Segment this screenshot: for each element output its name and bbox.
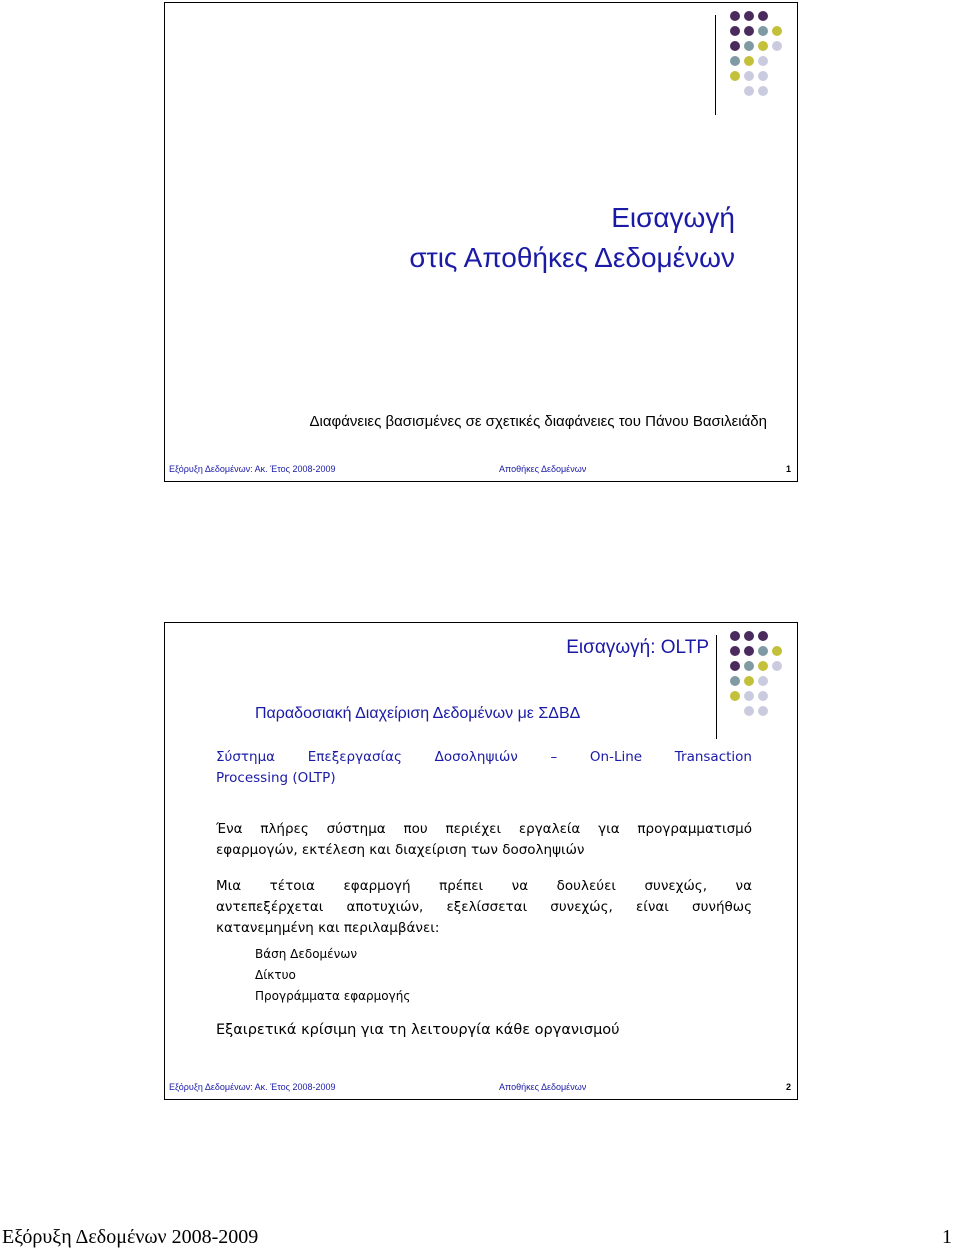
divider-line bbox=[716, 635, 717, 739]
paragraph-system bbox=[216, 819, 752, 861]
slide-subtitle: Διαφάνειες βασισμένες σε σχετικές διαφάνειες του Πάνου Βασιλειάδη bbox=[309, 413, 767, 430]
slide-title-line-1: Εισαγωγή bbox=[611, 202, 735, 233]
page-footer bbox=[0, 1226, 960, 1250]
sub-item-list bbox=[255, 944, 791, 1007]
oltp-line-2: Processing (OLTP) bbox=[216, 770, 336, 786]
page-footer-number: 1 bbox=[942, 1226, 952, 1248]
paragraph-system-line-1: Ένα πλήρες σύστημα που περιέχει εργαλεία για προγραμματισμό bbox=[216, 821, 752, 837]
footer-course: Εξόρυξη Δεδομένων: Ακ. Έτος 2008-2009 bbox=[169, 464, 336, 474]
paragraph-system-line-2: εφαρμογών, εκτέλεση και διαχείριση των δοσοληψιών bbox=[216, 842, 585, 858]
paragraph-application-line-1: Μια τέτοια εφαρμογή πρέπει να δουλεύει συνεχώς, να bbox=[216, 878, 752, 894]
list-item: Βάση Δεδομένων bbox=[255, 947, 358, 961]
footer-page-number: 1 bbox=[785, 464, 791, 474]
slide-title: Εισαγωγή: OLTP bbox=[566, 637, 709, 658]
slide-footer bbox=[169, 1082, 791, 1098]
paragraph-application-line-2: αντεπεξέρχεται αποτυχιών, εξελίσσεται συνεχώς, είναι συνήθως bbox=[216, 899, 752, 915]
footer-topic: Αποθήκες Δεδομένων bbox=[499, 464, 587, 474]
slide-title-line-2: στις Αποθήκες Δεδομένων bbox=[409, 242, 735, 273]
footer-page-number: 2 bbox=[785, 1082, 791, 1092]
page-footer-title: Εξόρυξη Δεδομένων 2008-2009 bbox=[2, 1226, 259, 1248]
section-heading: Παραδοσιακή Διαχείριση Δεδομένων με ΣΔΒΔ bbox=[255, 705, 581, 722]
list-item: Προγράμματα εφαρμογής bbox=[255, 989, 411, 1003]
paragraph-critical: Εξαιρετικά κρίσιμη για τη λειτουργία κάθε οργανισμού bbox=[216, 1022, 620, 1038]
oltp-definition bbox=[216, 747, 752, 789]
list-item: Δίκτυο bbox=[255, 968, 296, 982]
footer-course: Εξόρυξη Δεδομένων: Ακ. Έτος 2008-2009 bbox=[169, 1082, 336, 1092]
slide-2 bbox=[164, 622, 798, 1100]
paragraph-application-line-3: κατανεμημένη και περιλαμβάνει: bbox=[216, 920, 440, 936]
oltp-line-1: Σύστημα Επεξεργασίας Δοσοληψιών – On-Line Transaction bbox=[216, 749, 752, 765]
paragraph-application bbox=[216, 876, 752, 939]
slide-footer bbox=[169, 464, 791, 480]
divider-line bbox=[715, 15, 716, 115]
footer-topic: Αποθήκες Δεδομένων bbox=[499, 1082, 587, 1092]
slide-1 bbox=[164, 2, 798, 482]
